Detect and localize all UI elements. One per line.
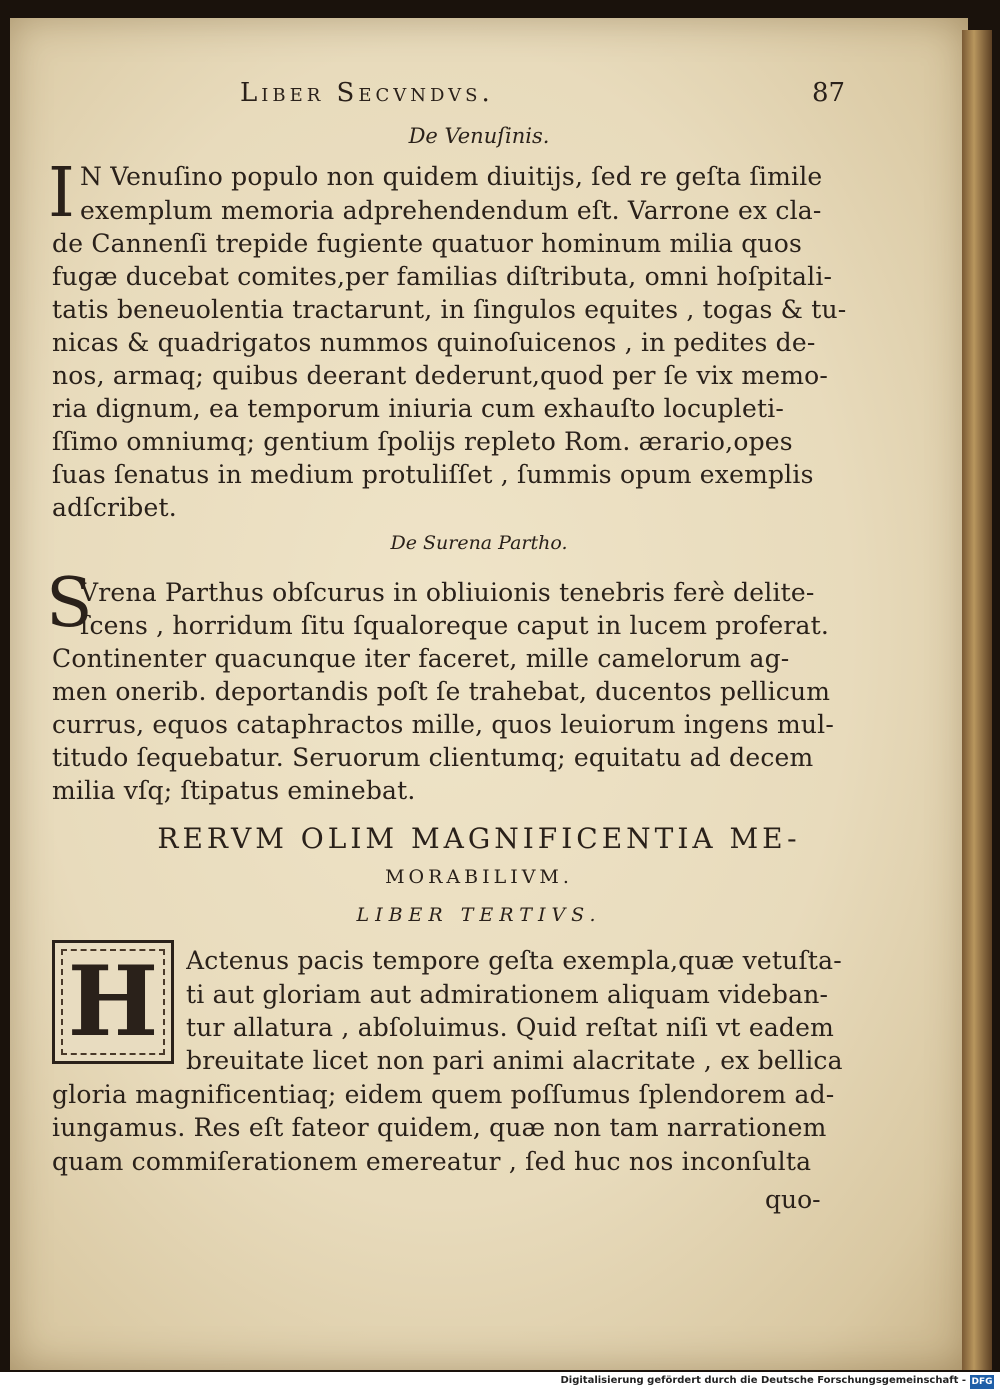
text-line: men onerib. deportandis poſt ſe trahebat, ducentos pellicum (52, 677, 831, 706)
text-line: Vrena Parthus obſcurus in obliuionis tenebris ferè delite- (80, 578, 815, 607)
text-line: nos, armaq; quibus deerant dederunt,quod per ſe vix memo- (52, 361, 829, 390)
footer-bar (0, 1372, 1000, 1394)
text-line: quam commiſerationem emereatur , ſed huc nos inconſulta (52, 1147, 812, 1176)
text-line: adſcribet. (52, 493, 177, 522)
text-line: titudo ſequebatur. Seruorum clientumq; equitatu ad decem (52, 743, 814, 772)
catchword: quo- (765, 1185, 821, 1214)
ornament-letter: H (67, 945, 159, 1058)
text-line: N Venuſino populo non quidem diuitijs, ſed re geſta ſimile (80, 162, 823, 191)
dfg-logo: DFG (971, 1377, 993, 1387)
text-line: exemplum memoria adprehendendum eſt. Varrone ex cla- (80, 196, 822, 225)
text-line: iungamus. Res eſt fateor quidem, quæ non tam narrationem (52, 1113, 827, 1142)
page-number: 87 (812, 78, 846, 108)
page-edge (962, 30, 992, 1370)
text-line: ſuas ſenatus in medium protuliſſet , ſummis opum exemplis (52, 460, 814, 489)
running-head: Liber Secvndvs. (240, 78, 494, 108)
section-heading-venusinis: De Venuſinis. (408, 124, 550, 148)
text-line: Actenus pacis tempore geſta exempla,quæ vetuſta- (186, 946, 842, 975)
text-line: tur allatura , abſoluimus. Quid reſtat niſi vt eadem (186, 1013, 835, 1042)
text-line: Continenter quacunque iter faceret, mille camelorum ag- (52, 644, 790, 673)
dropcap-i: I (48, 154, 75, 233)
text-line: de Cannenſi trepide fugiente quatuor hominum milia quos (52, 229, 802, 258)
text-line: nicas & quadrigatos nummos quinoſuicenos , in pedites de- (52, 328, 816, 357)
dropcap-s: S (46, 564, 93, 643)
section-heading-surena: De Surena Partho. (390, 532, 568, 554)
text-line: ti aut gloriam aut admirationem aliquam videban- (186, 980, 829, 1009)
text-line: tatis beneuolentia tractarunt, in ſingulos equites , togas & tu- (52, 295, 847, 324)
funding-notice: Digitalisierung gefördert durch die Deutsche Forschungsgemeinschaft - (560, 1375, 966, 1386)
text-line: gloria magnificentiaq; eidem quem poſſumus ſplendorem ad- (52, 1080, 835, 1109)
text-line: ria dignum, ea temporum iniuria cum exhauſto locupleti- (52, 394, 785, 423)
text-line: currus, equos cataphractos mille, quos leuiorum ingens mul- (52, 710, 835, 739)
text-line: milia vſq; ſtipatus eminebat. (52, 776, 416, 805)
book-title-line1: RERVM OLIM MAGNIFICENTIA ME- (157, 822, 801, 855)
text-line: fugæ ducebat comites,per familias diſtributa, omni hoſpitali- (52, 262, 833, 291)
text-line: ſſimo omniumq; gentium ſpolijs repleto Rom. ærario,opes (52, 427, 793, 456)
book-title-line2: MORABILIVM. (385, 866, 573, 888)
ornamental-initial (52, 940, 174, 1064)
text-line: ſcens , horridum ſitu ſqualoreque caput in lucem proferat. (80, 611, 829, 640)
book-subtitle: LIBER TERTIVS. (356, 904, 602, 926)
text-line: breuitate licet non pari animi alacritate , ex bellica (186, 1046, 843, 1075)
